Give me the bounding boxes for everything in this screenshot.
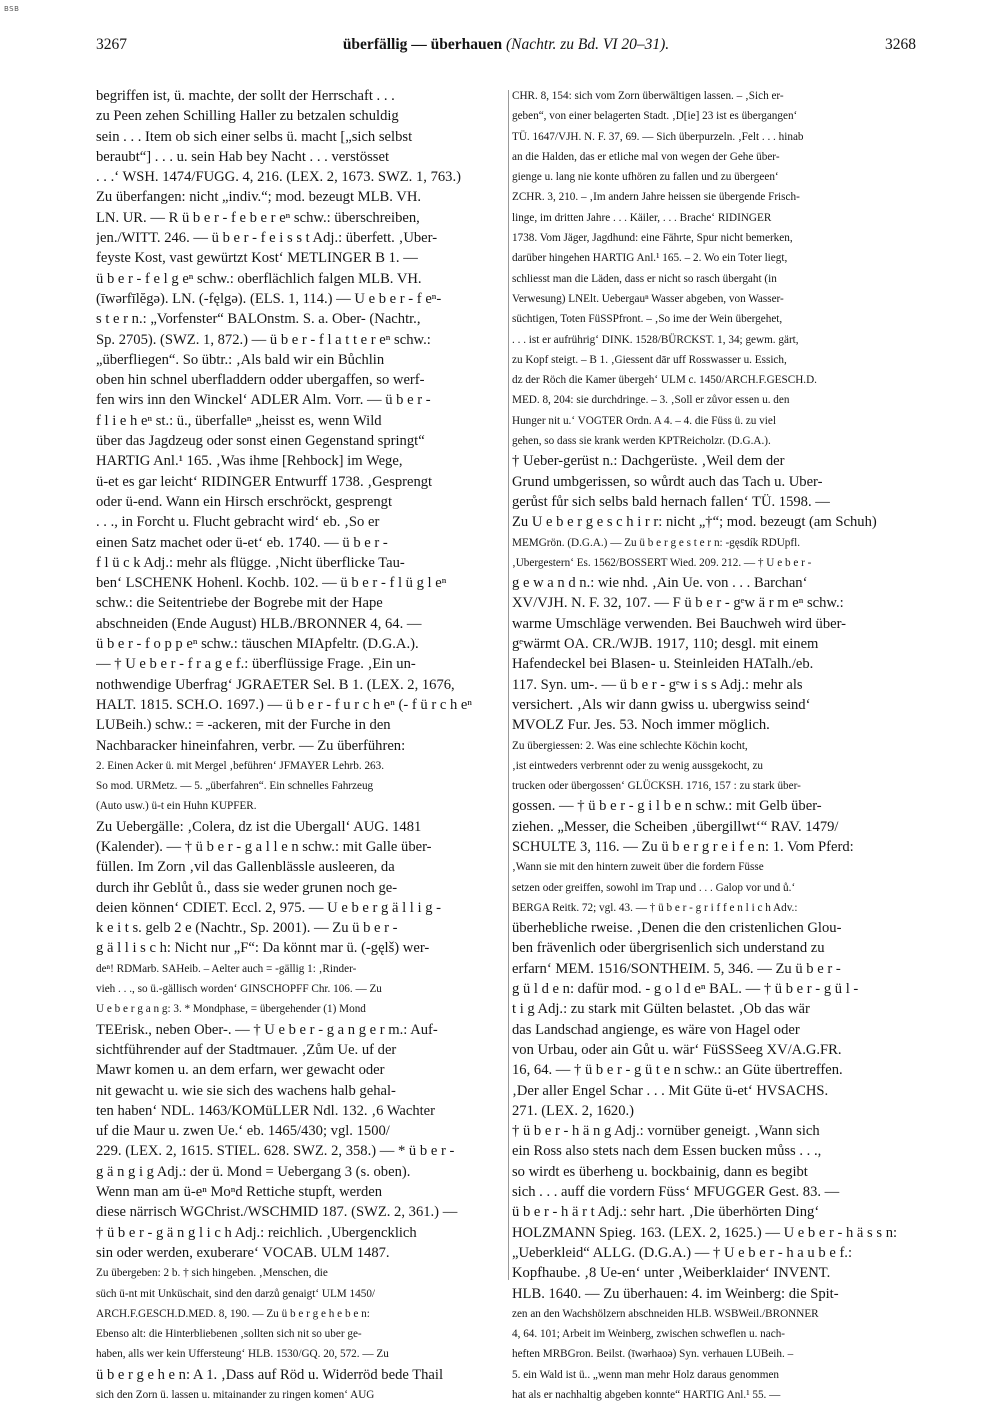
right-column-line: so wirdt es überheng u. bockbainig, dann es begibt — [512, 1163, 808, 1180]
right-column-line: hat als er nachhaltig abgeben konnte“ HARTIG Anl.¹ 55. — — [512, 1389, 781, 1401]
right-column-line: SCHULTE 3, 116. — Zu ü b e r g r e i f e n: 1. Vom Pferd: — [512, 838, 854, 855]
left-column-line: süch ü-nt mit Unküschait, sind den darzů genaigt‘ ULM 1450/ — [96, 1287, 376, 1300]
right-column-line: Verwesung) LNElt. Uebergauⁿ Wasser abgeben, von Wasser- — [512, 292, 784, 305]
right-column-line: schliesst man die Läden, dass er nicht so rasch übergaht (in — [512, 272, 777, 285]
left-column-line: deien können‘ CDIET. Eccl. 2, 975. — U e b e r g ä l l i g - — [96, 899, 442, 916]
left-column-line: ten haben‘ NDL. 1463/KOMüLLER Ndl. 132. ‚6 Wachter — [96, 1102, 436, 1119]
left-column-line: zu Peen zehen Schilling Haller zu betzalen schuldig — [96, 108, 399, 125]
right-column — [512, 86, 918, 1405]
right-column-line: ‚ist eintweders verbrennt oder zu wenig aussgekocht, zu — [512, 759, 764, 772]
left-column-line: nit gewacht u. wie sie sich des wachens halb gehal- — [96, 1082, 396, 1099]
right-column-line: g ü l d e n: dafür mod. - g o l d eⁿ BAL. — † ü b e r - g ü l - — [512, 981, 859, 998]
left-column-line: LN. UR. — R ü b e r - f e b e r eⁿ schw.: überschreiben, — [96, 209, 420, 226]
left-column-line: . . ., in Forcht u. Flucht gebracht wird‘ eb. ‚So er — [96, 514, 380, 531]
right-column-line: 4, 64. 101; Arbeit im Weinberg, zwischen schweflen u. nach- — [512, 1328, 786, 1341]
left-column-line: So mod. URMetz. — 5. „überfahren“. Ein schnelles Fahrzeug — [96, 780, 374, 793]
right-column-line: MEMGrön. (D.G.A.) — Zu ü b e r g e s t e r n: -gęsdík RDUpfl. — [512, 536, 801, 549]
right-column-line: Hunger nit u.‘ VOGTER Ordn. A 4. – 4. die Füss ü. zu viel — [512, 414, 776, 427]
left-column-line: Zu Uebergälle: ‚Colera, dz ist die Ubergall‘ AUG. 1481 — [96, 818, 422, 835]
left-column-line: beraubt“] . . . u. sein Hab bey Nacht . . . verstösset — [96, 148, 390, 165]
left-column-line: oben hin schnel uberfladdern odder ubergaffen, so werf- — [96, 372, 425, 389]
left-column-line: ben‘ LSCHENK Hohenl. Kochb. 102. — ü b e r - f l ü g l eⁿ — [96, 575, 447, 592]
right-column-line: ‚Wann sie mit den hintern zuweit über die fordern Füsse — [512, 861, 764, 874]
left-column-line: begriffen ist, ü. machte, der sollt der Herrschaft . . . — [96, 88, 395, 104]
left-column-line: sich den Zorn ü. lassen u. mitainander zu ringen komen‘ AUG — [96, 1389, 375, 1401]
right-column-line: ‚Der aller Engel Schar . . . Mit Güte ü-et‘ HVSACHS. — [512, 1082, 829, 1099]
right-column-line: XV/VJH. N. F. 32, 107. — F ü b e r - gᵉw ä r m eⁿ schw.: — [512, 595, 844, 612]
page-number-left: 3267 — [96, 36, 127, 53]
right-column-line: erfarn‘ MEM. 1516/SONTHEIM. 5, 346. — Zu ü b e r - — [512, 960, 841, 977]
left-column-line: „überfliegen“. So übtr.: ‚Als bald wir ein Bůchlin — [96, 351, 385, 368]
right-column-line: von Urbau, oder ain Gůt u. wär‘ FüSSSeeg XV/A.G.FR. — [512, 1041, 842, 1058]
right-column-line: setzen oder greiffen, sowohl im Trap und . . . Galop vor und ů.‘ — [512, 881, 796, 894]
left-column-line: sin oder werden, exuberare‘ VOCAB. ULM 1487. — [96, 1244, 390, 1261]
right-column-line: versichert. ‚Als wir dann gwiss u. ubergwiss seind‘ — [512, 696, 811, 713]
right-column-line: 1738. Vom Jäger, Jagdhund: eine Fährte, Spur nicht bemerken, — [512, 232, 793, 245]
left-column-line: über das Jagdzeug oder sonst einen Gegenstand springt“ — [96, 433, 425, 450]
right-column-line: g e w a n d n.: wie nhd. ‚Ain Ue. von . . . Barchan‘ — [512, 575, 808, 592]
running-title — [96, 36, 916, 54]
left-column-line: deⁿ! RDMarb. SAHeib. – Aelter auch = -gällig 1: ‚Rinder- — [96, 962, 357, 975]
right-column-line: † Ueber-gerüst n.: Dachgerüste. ‚Weil dem der — [512, 453, 785, 470]
right-column-line: ü b e r - h ä r t Adj.: sehr hart. ‚Die überhörten Ding‘ — [512, 1204, 820, 1221]
right-column-line: BERGA Reitk. 72; vgl. 43. — † ü b e r - g r i f f e n l i c h Adv.: — [512, 901, 798, 914]
right-column-line: t i g Adj.: zu stark mit Gülten belastet. ‚Ob das wär — [512, 1001, 810, 1018]
right-column-line: gossen. — † ü b e r - g i l b e n schw.: mit Gelb über- — [512, 798, 822, 815]
right-column-line: zu Kopf steigt. – B 1. ‚Giessent dār uff Rosswasser u. Essich, — [512, 353, 787, 366]
running-title-headwords: überfällig — überhauen — [342, 36, 503, 53]
left-column-line: oder ü-end. Wann ein Hirsch erschröckt, gesprengt — [96, 493, 393, 510]
left-column-line: ARCH.F.GESCH.D.MED. 8, 190. — Zu ü b e r g e h e b e n: — [96, 1307, 370, 1320]
right-column-line: sich . . . auff die vordern Füss‘ MFUGGER Gest. 83. — — [512, 1184, 840, 1201]
right-column-line: 5. ein Wald ist ü.. „wenn man mehr Holz daraus genommen — [512, 1368, 780, 1381]
left-column-line: . . .‘ WSH. 1474/FUGG. 4, 216. (LEX. 2, 1673. SWZ. 1, 763.) — [96, 169, 461, 186]
left-column-line: f l i e h eⁿ st.: ü., überfalleⁿ „heisst es, wenn Wild — [96, 412, 382, 429]
left-column-line: (Kalender). — † ü b e r - g a l l e n schw.: mit Galle über- — [96, 838, 432, 855]
left-column-line: einen Satz machet oder ü-et‘ eb. 1740. — ü b e r - — [96, 534, 388, 551]
right-column-line: gehen, so dass sie krank werden KPTReicholzr. (D.G.A.). — [512, 435, 771, 448]
right-column-line: MED. 8, 204: sie durchdringe. – 3. ‚Soll er zůvor essen u. den — [512, 394, 790, 407]
right-column-line: gᵉwärmt OA. CR./WJB. 1917, 110; desgl. mit einem — [512, 636, 819, 653]
left-column-line: s t e r n.: „Vorfenster“ BALOnstm. S. a. Ober- (Nachtr., — [96, 311, 421, 328]
left-column-line: Ebenso alt: die Hinterbliebenen ‚sollten sich nit so uber ge- — [96, 1328, 362, 1341]
right-column-line: MVOLZ Fur. Jes. 53. Noch immer möglich. — [512, 717, 770, 734]
right-column-line: an die Halden, das er etliche mal von wegen der Gehe über- — [512, 150, 780, 163]
right-column-line: das Landschad angienge, es wäre von Hagel oder — [512, 1021, 800, 1038]
left-column-line: LUBeih.) schw.: = -ackeren, mit der Furche in den — [96, 717, 391, 734]
left-column-line: Wenn man am ü-eⁿ Moⁿd Rettiche stupft, werden — [96, 1184, 383, 1201]
right-column-line: süchtigen, Toten FüSSPfront. – ‚So ime der Wein übergehet, — [512, 313, 783, 326]
right-column-line: ziehen. „Messer, die Scheiben ‚übergillwt‘“ RAV. 1479/ — [512, 818, 839, 835]
left-column-line: Zu übergeben: 2 b. † sich hingeben. ‚Menschen, die — [96, 1267, 328, 1280]
left-column-line: jen./WITT. 246. — ü b e r - f e i s s t Adj.: überfett. ‚Uber- — [96, 230, 438, 247]
right-column-line: geben“, von einer belagerten Stadt. ‚D[ie] 23 ist es übergangen‘ — [512, 110, 798, 123]
left-column-line: sein . . . Item ob sich einer selbs ü. macht [„sich selbst — [96, 128, 413, 145]
left-column-line: ü-et es gar leicht‘ RIDINGER Entwurff 1738. ‚Gesprengt — [96, 473, 433, 490]
left-column-line: schw.: die Seitentriebe der Bogrebe mit der Hape — [96, 595, 383, 612]
right-column-line: heften MRBGron. Beilst. (īwərhaoə) Syn. verhauen LUBeih. – — [512, 1348, 794, 1361]
left-column-line: ü b e r - f e l g eⁿ schw.: oberflächlich falgen MLB. VH. — [96, 270, 422, 287]
right-column-line: Grund umbgerissen, so wůrdt auch das Tach u. Uber- — [512, 473, 823, 490]
left-column-line: haben, alls wer kein Uffersteung‘ HLB. 1530/GQ. 20, 572. — Zu — [96, 1348, 389, 1361]
right-column-line: dz der Röch die Kamer übergeh‘ ULM c. 1450/ARCH.F.GESCH.D. — [512, 374, 817, 387]
left-column-line: abschneiden (Ende August) HLB./BRONNER 4, 64. — — [96, 615, 422, 632]
right-column-line: . . . ist er aufrührig‘ DINK. 1528/BÜRCKST. 1, 34; gewm. gärt, — [512, 333, 799, 346]
right-column-line: ein Ross also stets nach dem Essen bucken můss . . ., — [512, 1143, 822, 1160]
left-column-line: HALT. 1815. SCH.O. 1697.) — ü b e r - f u r c h eⁿ (- f ü r c h eⁿ — [96, 696, 472, 713]
right-column-line: Hafendeckel bei Blasen- u. Steinleiden HATalh./eb. — [512, 656, 814, 673]
left-column-line: † ü b e r - g ä n g l i c h Adj.: reichlich. ‚Ubergencklich — [96, 1224, 417, 1241]
running-title-supplement: (Nachtr. zu Bd. VI 20–31). — [502, 36, 670, 53]
left-column-line: durch ihr Geblůt ů., dass sie weder grunen noch ge- — [96, 879, 398, 896]
left-column-line: nothwendige Uberfrag‘ JGRAETER Sel. B 1. (LEX. 2, 1676, — [96, 676, 455, 693]
right-column-line: linge, im dritten Jahre . . . Käiler, . . . Brache‘ RIDINGER — [512, 211, 772, 224]
right-column-line: Zu U e b e r g e s c h i r r: nicht „†“; mod. bezeugt (am Schuh) — [512, 514, 877, 531]
left-column — [96, 86, 504, 1405]
left-column-line: füllen. Im Zorn ‚vil das Gallenblässle ausleeren, da — [96, 859, 395, 876]
left-column-line: Sp. 2705). (SWZ. 1, 872.) — ü b e r - f l a t t e r eⁿ schw.: — [96, 331, 431, 348]
right-column-line: warme Umschläge verwenden. Bei Bauchweh wird über- — [512, 615, 847, 632]
left-column-line: 2. Einen Acker ü. mit Mergel ‚beführen‘ JFMAYER Lehrb. 263. — [96, 759, 385, 772]
right-column-line: HOLZMANN Spieg. 163. (LEX. 2, 1625.) — U e b e r - h ä s s n: — [512, 1224, 898, 1241]
right-column-line: trucken oder übergossen‘ GLÜCKSH. 1716, 157 : zu stark über- — [512, 780, 801, 793]
right-column-line: Kopfhaube. ‚8 Ue-en‘ unter ‚Weiberklaider‘ INVENT. — [512, 1265, 831, 1282]
right-column-line: † ü b e r - h ä n g Adj.: vornüber geneigt. ‚Wann sich — [512, 1123, 820, 1140]
left-column-line: ü b e r - f o p p eⁿ schw.: täuschen MIApfeltr. (D.G.A.). — [96, 636, 419, 653]
left-column-line: f l ü c k Adj.: mehr als flügge. ‚Nicht überflicke Tau- — [96, 554, 405, 571]
left-column-line: ü b e r g e h e n: A 1. ‚Dass auf Röd u. Widerröd bede Thail — [96, 1366, 444, 1383]
right-column-line: 271. (LEX. 2, 1620.) — [512, 1102, 635, 1119]
left-column-line: HARTIG Anl.¹ 165. ‚Was ihme [Rehbock] im Wege, — [96, 453, 403, 470]
right-column-line: ben frävenlich oder übergrisenlich sich understand zu — [512, 940, 825, 957]
left-column-line: diese närrisch WGChrist./WSCHMID 187. (SWZ. 2, 361.) — — [96, 1204, 458, 1221]
right-column-line: gerůst fůr sich selbs bald hernach fallen‘ TÜ. 1598. — — [512, 493, 830, 510]
right-column-line: CHR. 8, 154: sich vom Zorn überwältigen lassen. – ‚Sich er- — [512, 90, 784, 102]
column-divider — [508, 90, 509, 1280]
right-column-line: „Ueberkleid“ ALLG. (D.G.A.) — † U e b e r - h a u b e f.: — [512, 1244, 853, 1261]
left-column-line: TEErisk., neben Ober-. — † U e b e r - g a n g e r m.: Auf- — [96, 1021, 438, 1038]
left-column-line: fen wirs inn den Winckel‘ ADLER Alm. Vorr. — ü b e r - — [96, 392, 431, 409]
page-number-right: 3268 — [885, 36, 916, 53]
left-column-line: vieh . . ., so ü.-gällisch worden‘ GINSCHOPFF Chr. 106. — Zu — [96, 983, 382, 996]
left-column-line: Mawr komen u. an dem erfarn, wer gewacht oder — [96, 1062, 385, 1079]
left-column-line: uf die Maur u. zwen Ue.‘ eb. 1465/430; vgl. 1500/ — [96, 1123, 390, 1140]
right-column-line: überhebliche rweise. ‚Denen die den cristenlichen Glou- — [512, 920, 842, 937]
page-header — [96, 36, 916, 64]
left-column-line: Zu überfangen: nicht „indiv.“; mod. bezeugt MLB. VH. — [96, 189, 422, 206]
left-column-line: sichtführender auf der Stadtmauer. ‚Zům Ue. uf der — [96, 1041, 397, 1058]
left-column-line: 229. (LEX. 2, 1615. STIEL. 628. SWZ. 2, 358.) — * ü b e r - — [96, 1143, 455, 1160]
right-column-line: TÜ. 1647/VJH. N. F. 37, 69. — Sich überpurzeln. ‚Felt . . . hinab — [512, 130, 804, 143]
left-column-line: feyste Kost, vast gewürtzt Kost‘ METLINGER B 1. — — [96, 250, 418, 267]
left-column-line: U e b e r g a n g: 3. * Mondphase, = übergehender (1) Mond — [96, 1003, 366, 1016]
right-column-line: darüber hingehen HARTIG Anl.¹ 165. – 2. Wo ein Toter liegt, — [512, 252, 788, 265]
left-column-line: (Auto usw.) ü-t ein Huhn KUPFER. — [96, 800, 257, 813]
left-column-line: Nachbaracker hineinfahren, verbr. — Zu überführen: — [96, 737, 406, 754]
left-column-line: g ä l l i s c h: Nicht nur „F“: Da könnt mar ü. (-gęlš) wer- — [96, 940, 430, 957]
right-column-line: zen an den Wachshölzern abschneiden HLB. WSBWeil./BRONNER — [512, 1307, 819, 1320]
right-column-line: 16, 64. — † ü b e r - g ü t e n schw.: an Güte übertreffen. — [512, 1062, 843, 1079]
right-column-line: gienge u. lang nie konte ufhören zu fallen und zu übergeen‘ — [512, 171, 779, 184]
right-column-line: HLB. 1640. — Zu überhauen: 4. im Weinberg: die Spit- — [512, 1285, 839, 1302]
left-column-line: — † U e b e r - f r a g e f.: überflüssige Frage. ‚Ein un- — [96, 656, 416, 673]
left-column-line: g ä n g i g Adj.: der ü. Mond = Uebergang 3 (s. oben). — [96, 1163, 411, 1180]
library-stamp: BSB — [4, 5, 20, 13]
right-column-line: Zu übergiessen: 2. Was eine schlechte Köchin kocht, — [512, 739, 748, 752]
right-column-line: 117. Syn. um-. — ü b e r - gᵉw i s s Adj.: mehr als — [512, 676, 803, 693]
right-column-line: ZCHR. 3, 210. – ‚Im andern Jahre heissen sie übergende Frisch- — [512, 191, 800, 204]
right-column-line: ‚Ubergestern‘ Es. 1562/BOSSERT Wied. 209. 212. — † U e b e r - — [512, 556, 812, 569]
left-column-line: (īwərfīlĕgə). LN. (-fęlgə). (ELS. 1, 114.) — U e b e r - f eⁿ- — [96, 290, 442, 307]
left-column-line: k e i t s. gelb 2 e (Nachtr., Sp. 2001). — Zu ü b e r - — [96, 920, 398, 937]
